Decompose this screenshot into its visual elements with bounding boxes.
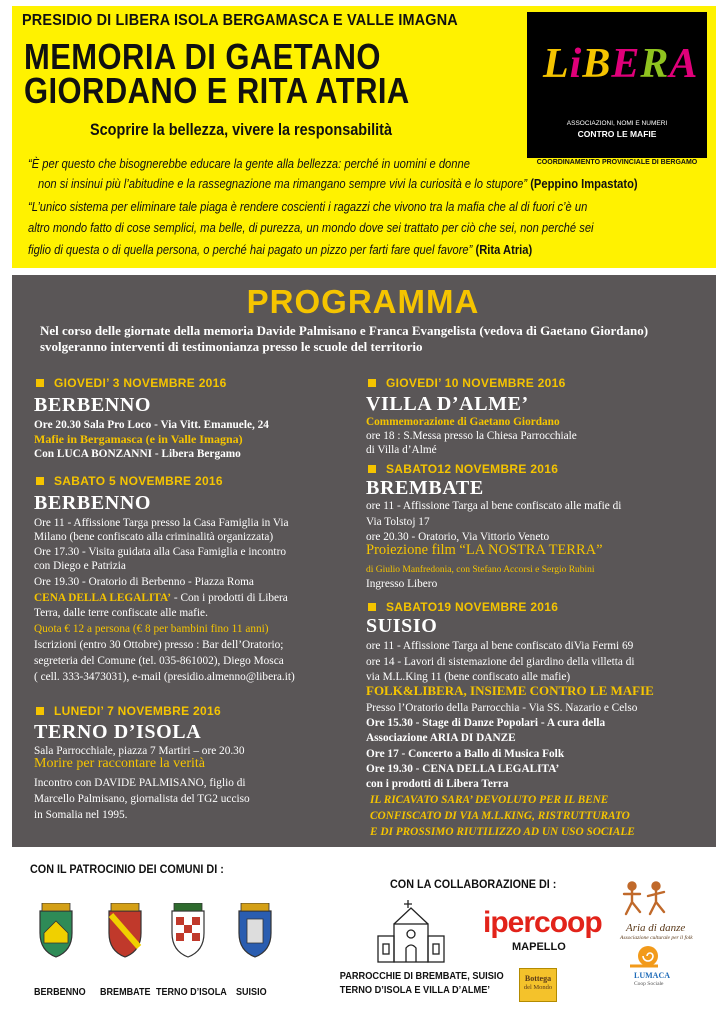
event-line: Terra, dalle terre confiscate alle mafie. bbox=[34, 607, 208, 619]
lumaca-sub: Coop Sociale bbox=[634, 981, 664, 987]
quote-atria-line2: altro mondo fatto di cose semplici, ma belle, di purezza, un mondo dove sei trattato per ciò che sei, non perché sei bbox=[28, 220, 594, 235]
event-line: Milano (bene confiscato alla criminalità organizzata) bbox=[34, 531, 274, 543]
event-line: Ore 17.30 - Visita guidata alla Casa Famiglia e incontro bbox=[34, 546, 286, 558]
ipercoop-logo: ipercoop bbox=[483, 906, 602, 939]
event-line: Ore 19.30 - CENA DELLA LEGALITA’ bbox=[366, 763, 560, 775]
event-line: ore 18 : S.Messa presso la Chiesa Parrocchiale bbox=[366, 430, 577, 442]
event-line: ( cell. 333-3473031), e-mail (presidio.almenno@libera.it) bbox=[34, 671, 295, 683]
place-berbenno-1: BERBENNO bbox=[34, 394, 152, 416]
event-line: CENA DELLA LEGALITA’ - Con i prodotti di Libera bbox=[34, 592, 288, 604]
event-line: in Somalia nel 1995. bbox=[34, 809, 128, 821]
event-line: ore 14 - Lavori di sistemazione del giardino della villetta di bbox=[366, 656, 635, 668]
date-12-nov: SABATO12 NOVEMBRE 2016 bbox=[368, 462, 558, 476]
libera-tagline-1: ASSOCIAZIONI, NOMI E NUMERI bbox=[566, 120, 668, 127]
event-subtitle: Scoprire la bellezza, vivere la responsabilità bbox=[90, 120, 392, 139]
place-brembate: BREMBATE bbox=[366, 477, 484, 499]
event-line: Ore 20.30 Sala Pro Loco - Via Vitt. Emanuele, 24 bbox=[34, 419, 269, 431]
event-line: ore 20.30 - Oratorio, Via Vittorio Veneto bbox=[366, 531, 550, 543]
quote-impastato-line2: non si insinui più l’abitudine e la rassegnazione ma rimangano sempre vivi la curiosità e lo stupore” (Peppino Impastato) bbox=[38, 176, 638, 191]
parrocchie-line1: PARROCCHIE DI BREMBATE, SUISIO bbox=[339, 970, 504, 982]
comune-label: TERNO D’ISOLA bbox=[156, 986, 227, 998]
event-topic: Morire per raccontare la verità bbox=[34, 756, 206, 771]
event-line: Ore 19.30 - Oratorio di Berbenno - Piazza Roma bbox=[34, 576, 254, 588]
bullet-icon bbox=[368, 603, 376, 611]
event-line: Sala Parrocchiale, piazza 7 Martiri – ore 20.30 bbox=[34, 745, 245, 757]
event-line: segreteria del Comune (tel. 035-861002), Diego Mosca bbox=[34, 655, 284, 667]
presidio-heading: PRESIDIO DI LIBERA ISOLA BERGAMASCA E VALLE IMAGNA bbox=[22, 12, 458, 29]
event-note: IL RICAVATO SARA’ DEVOLUTO PER IL BENE bbox=[370, 794, 609, 806]
suisio-crest-icon bbox=[233, 903, 277, 959]
collaborazione-heading: CON LA COLLABORAZIONE DI : bbox=[390, 877, 557, 891]
bottega-logo: Bottega del Mondo bbox=[519, 968, 557, 1002]
lumaca-label: LUMACA bbox=[634, 971, 670, 980]
date-3-nov: GIOVEDI’ 3 NOVEMBRE 2016 bbox=[36, 376, 227, 390]
date-5-nov: SABATO 5 NOVEMBRE 2016 bbox=[36, 474, 223, 488]
event-line: Ore 11 - Affissione Targa presso la Casa Famiglia in Via bbox=[34, 517, 289, 529]
event-title-line2: GIORDANO E RITA ATRIA bbox=[24, 70, 410, 111]
comune-label: SUISIO bbox=[236, 986, 267, 998]
event-note: E DI PROSSIMO RIUTILIZZO AD UN USO SOCIALE bbox=[370, 826, 635, 838]
bullet-icon bbox=[368, 465, 376, 473]
lumaca-snail-icon bbox=[628, 944, 662, 970]
place-berbenno-2: BERBENNO bbox=[34, 492, 152, 514]
event-line: di Villa d’Almé bbox=[366, 444, 437, 456]
program-intro: Nel corso delle giornate della memoria Davide Palmisano e Franca Evangelista (vedova di Gaetano Giordano) svolgeranno interventi di testimonianza presso le scuole del territorio bbox=[40, 323, 649, 354]
event-line: Con LUCA BONZANNI - Libera Bergamo bbox=[34, 448, 241, 460]
brembate-crest-icon bbox=[103, 903, 147, 959]
patrocinio-heading: CON IL PATROCINIO DEI COMUNI DI : bbox=[30, 862, 224, 876]
event-topic: Mafie in Bergamasca (e in Valle Imagna) bbox=[34, 432, 243, 446]
place-terno: TERNO D’ISOLA bbox=[34, 721, 202, 743]
libera-logo bbox=[527, 12, 707, 158]
place-suisio: SUISIO bbox=[366, 615, 438, 637]
event-price: Quota € 12 a persona (€ 8 per bambini fino 11 anni) bbox=[34, 623, 269, 635]
event-line: Via Tolstoj 17 bbox=[366, 516, 430, 528]
libera-tagline-2: CONTRO LE MAFIE bbox=[577, 129, 657, 139]
event-topic: FOLK&LIBERA, INSIEME CONTRO LE MAFIE bbox=[366, 683, 654, 698]
event-line: Associazione ARIA DI DANZE bbox=[366, 732, 516, 744]
libera-wordmark: LiBERA bbox=[543, 41, 699, 87]
quote-atria-line1: “L’unico sistema per eliminare tale piaga è rendere coscienti i ragazzi che vivono tra la mafia che al di fuori c’è un bbox=[28, 199, 588, 214]
mapello-label: MAPELLO bbox=[512, 941, 566, 953]
libera-coordinamento: COORDINAMENTO PROVINCIALE DI BERGAMO bbox=[536, 159, 698, 166]
berbenno-crest-icon bbox=[34, 903, 78, 959]
bullet-icon bbox=[36, 379, 44, 387]
event-line: ore 11 - Affissione Targa al bene confiscato diVia Fermi 69 bbox=[366, 640, 634, 652]
event-line: Presso l’Oratorio della Parrocchia - Via SS. Nazario e Celso bbox=[366, 702, 638, 714]
event-film-title: Proiezione film “LA NOSTRA TERRA” bbox=[366, 542, 603, 558]
program-title: PROGRAMMA bbox=[246, 283, 480, 320]
quote-atria-line3: figlio di questa o di quella persona, o perché hai pagato un pizzo per farti fare quel favore” (Rita Atria) bbox=[28, 242, 533, 257]
bullet-icon bbox=[368, 379, 376, 387]
event-line: Ore 15.30 - Stage di Danze Popolari - A cura della bbox=[366, 717, 606, 729]
aria-di-danze-label: Aria di danze bbox=[626, 922, 686, 934]
church-icon bbox=[374, 896, 448, 964]
event-title bbox=[24, 36, 410, 111]
event-line: Iscrizioni (entro 30 Ottobre) presso : Bar dell’Oratorio; bbox=[34, 639, 284, 651]
aria-di-danze-dancers-icon bbox=[618, 880, 674, 920]
date-10-nov: GIOVEDI’ 10 NOVEMBRE 2016 bbox=[368, 376, 566, 390]
event-line: con i prodotti di Libera Terra bbox=[366, 778, 509, 790]
event-line: Ore 17 - Concerto a Ballo di Musica Folk bbox=[366, 748, 565, 760]
event-topic: Commemorazione di Gaetano Giordano bbox=[366, 416, 560, 428]
event-line: ore 11 - Affissione Targa al bene confiscato alle mafie di bbox=[366, 500, 622, 512]
comune-label: BERBENNO bbox=[34, 986, 86, 998]
bullet-icon bbox=[36, 707, 44, 715]
event-title-line1: MEMORIA DI GAETANO bbox=[24, 36, 381, 77]
quote-impastato-line1: “È per questo che bisognerebbe educare la gente alla bellezza: perché in uomini e donne bbox=[28, 156, 470, 171]
quote-impastato-author: (Peppino Impastato) bbox=[530, 176, 638, 191]
aria-di-danze-sub: Associazione culturale per il folk bbox=[620, 935, 693, 941]
bullet-icon bbox=[36, 477, 44, 485]
date-7-nov: LUNEDI’ 7 NOVEMBRE 2016 bbox=[36, 704, 221, 718]
event-line: Marcello Palmisano, giornalista del TG2 ucciso bbox=[34, 793, 250, 805]
event-line: Ingresso Libero bbox=[366, 578, 438, 590]
place-villa-dalme: VILLA D’ALME’ bbox=[366, 393, 529, 415]
event-line: Incontro con DAVIDE PALMISANO, figlio di bbox=[34, 777, 246, 789]
comune-label: BREMBATE bbox=[100, 986, 151, 998]
quote-atria-author: (Rita Atria) bbox=[475, 242, 533, 257]
event-line: con Diego e Patrizia bbox=[34, 560, 126, 572]
terno-crest-icon bbox=[166, 903, 210, 959]
event-note: CONFISCATO DI VIA M.L.KING, RISTRUTTURATO bbox=[370, 810, 630, 822]
event-line: via M.L.King 11 (bene confiscato alle mafie) bbox=[366, 671, 571, 683]
event-film-credits: di Giulio Manfredonia, con Stefano Accorsi e Sergio Rubini bbox=[366, 565, 595, 575]
parrocchie-line2: TERNO D’ISOLA E VILLA D’ALME’ bbox=[339, 984, 490, 996]
date-19-nov: SABATO19 NOVEMBRE 2016 bbox=[368, 600, 558, 614]
